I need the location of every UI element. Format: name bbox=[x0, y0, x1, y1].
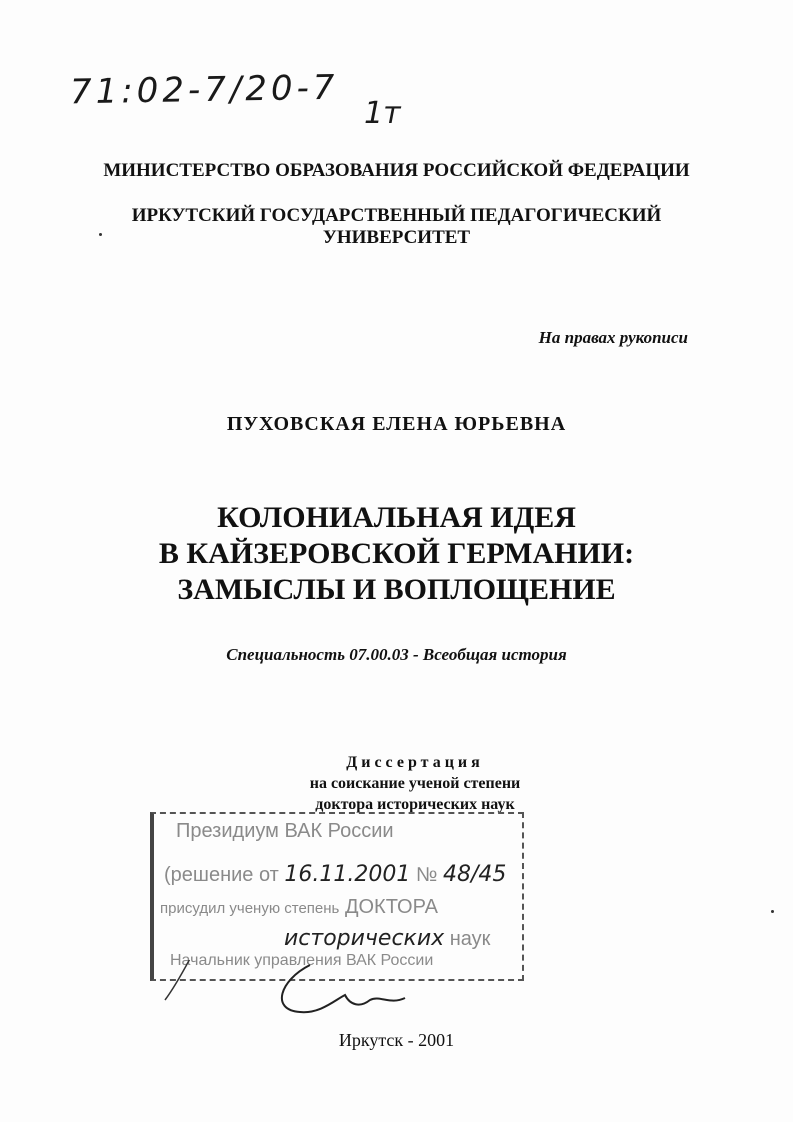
city-year: Иркутск - 2001 bbox=[338, 1030, 455, 1050]
title-line-3: ЗАМЫСЛЫ И ВОПЛОЩЕНИЕ bbox=[177, 573, 616, 606]
vak-stamp bbox=[150, 812, 524, 981]
stamp-number-sign: № bbox=[415, 864, 438, 886]
dissertation-line-1: на соискание ученой степени bbox=[309, 775, 521, 792]
title-line-1: КОЛОНИАЛЬНАЯ ИДЕЯ bbox=[217, 501, 576, 534]
university-name bbox=[0, 205, 793, 249]
signature bbox=[160, 960, 430, 1020]
dissertation-block bbox=[265, 752, 565, 815]
university-line-2: УНИВЕРСИТЕТ bbox=[322, 227, 471, 248]
manuscript-note: На правах рукописи bbox=[538, 328, 688, 347]
stamp-field: исторических bbox=[284, 926, 445, 951]
dissertation-line-2: доктора исторических наук bbox=[315, 796, 515, 813]
university-line-1: ИРКУТСКИЙ ГОСУДАРСТВЕННЫЙ ПЕДАГОГИЧЕСКИЙ bbox=[131, 205, 662, 226]
scan-speck bbox=[99, 233, 102, 236]
scan-speck bbox=[771, 910, 774, 913]
author-name: ПУХОВСКАЯ ЕЛЕНА ЮРЬЕВНА bbox=[226, 413, 567, 435]
title-line-2: В КАЙЗЕРОВСКОЙ ГЕРМАНИИ: bbox=[158, 537, 635, 570]
specialty: Специальность 07.00.03 - Всеобщая история bbox=[226, 645, 567, 664]
archive-code: 71:02-7/20-7 bbox=[69, 67, 339, 113]
stamp-line-3 bbox=[160, 896, 438, 919]
dissertation-heading: Диссертация bbox=[346, 754, 484, 771]
stamp-decision-prefix: (решение от bbox=[164, 864, 279, 886]
dissertation-title bbox=[0, 500, 793, 608]
stamp-line-2 bbox=[164, 862, 506, 887]
stamp-awarded-text: присудил ученую степень bbox=[160, 900, 340, 917]
stamp-line-4 bbox=[284, 926, 490, 951]
stamp-line-5: Начальник управления ВАК России bbox=[170, 952, 434, 969]
stamp-line-1: Президиум ВАК России bbox=[176, 820, 394, 842]
stamp-degree: ДОКТОРА bbox=[344, 896, 438, 918]
archive-mark: 1т bbox=[364, 96, 401, 131]
stamp-decision-date: 16.11.2001 bbox=[284, 862, 411, 887]
stamp-sciences: наук bbox=[449, 928, 491, 950]
ministry-name: МИНИСТЕРСТВО ОБРАЗОВАНИЯ РОССИЙСКОЙ ФЕДЕРАЦИИ bbox=[103, 160, 690, 181]
stamp-decision-number: 48/45 bbox=[442, 862, 507, 887]
